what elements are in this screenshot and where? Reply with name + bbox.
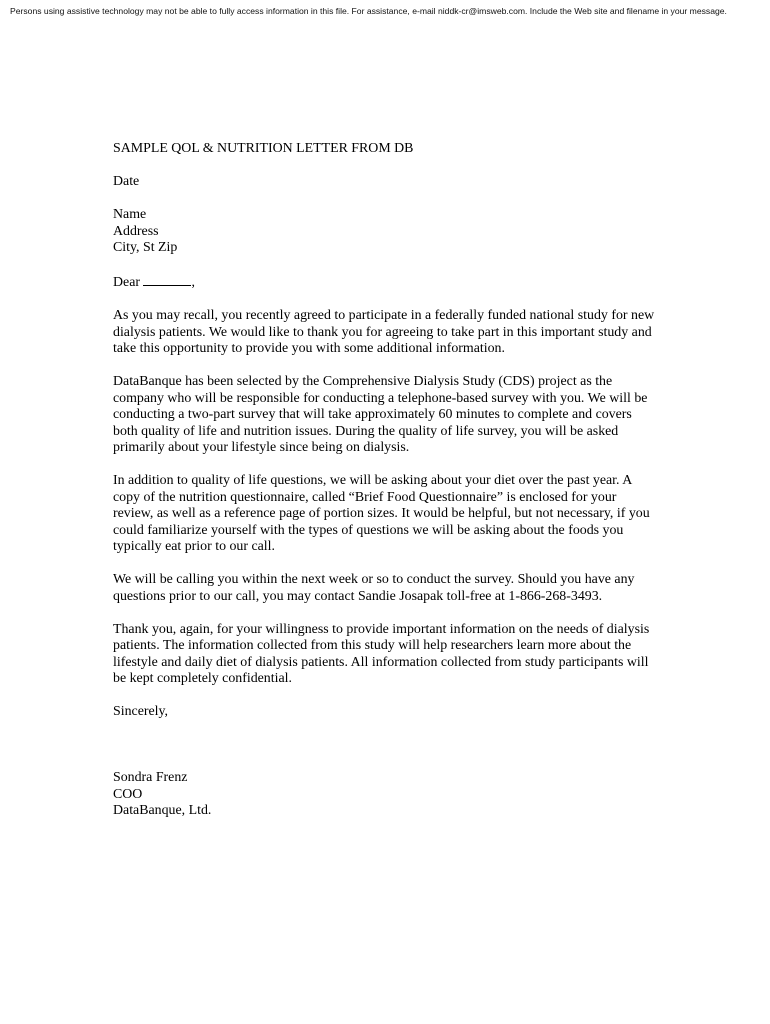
paragraph-line: As you may recall, you recently agreed to participate in a federally funded national study for new <box>113 308 655 323</box>
address-street: Address <box>113 223 159 239</box>
paragraph-contact <box>113 572 673 605</box>
paragraph-line: company who will be responsible for conducting a telephone-based survey with you. We will be <box>113 390 648 406</box>
salutation-blank <box>143 273 191 286</box>
paragraph-line: lifestyle and daily diet of dialysis patients. All information collected from study participants will <box>113 654 649 670</box>
paragraph-line: primarily about your lifestyle since being on dialysis. <box>113 440 410 455</box>
accessibility-notice: Persons using assistive technology may not be able to fully access information in this file. For assistance, e-mail niddk-cr@imsweb.com. Include the Web site and filename in your message. <box>10 6 727 16</box>
paragraph-line: DataBanque has been selected by the Comprehensive Dialysis Study (CDS) project as the <box>113 374 613 389</box>
paragraph-line: typically eat prior to our call. <box>113 539 276 554</box>
letter-title: SAMPLE QOL & NUTRITION LETTER FROM DB <box>113 141 414 156</box>
paragraph-line: questions prior to our call, you may contact Sandie Josapak toll-free at 1-866-268-3493. <box>113 588 603 604</box>
paragraph-nutrition <box>113 473 673 556</box>
paragraph-line: both quality of life and nutrition issues. During the quality of life survey, you will be asked <box>113 423 619 439</box>
paragraph-intro <box>113 308 673 358</box>
paragraph-line: be kept completely confidential. <box>113 671 292 686</box>
paragraph-databanque <box>113 374 673 457</box>
paragraph-line: could familiarize yourself with the types of questions we will be asking about the foods you <box>113 522 624 538</box>
paragraph-line: patients. The information collected from this study will help researchers learn more about the <box>113 638 632 653</box>
letter-date: Date <box>113 174 140 189</box>
paragraph-line: conducting a two-part survey that will take approximately 60 minutes to complete and covers <box>113 407 632 422</box>
address-city: City, St Zip <box>113 240 178 255</box>
paragraph-thanks <box>113 622 673 688</box>
paragraph-line: In addition to quality of life questions, we will be asking about your diet over the past year. A <box>113 473 633 488</box>
salutation <box>113 273 673 292</box>
salutation-suffix: , <box>191 275 195 290</box>
signature-block <box>113 770 673 820</box>
paragraph-line: dialysis patients. We would like to thank you for agreeing to take part in this important study and <box>113 324 652 340</box>
paragraph-line: copy of the nutrition questionnaire, called “Brief Food Questionnaire” is enclosed for your <box>113 489 617 505</box>
recipient-address <box>113 207 673 257</box>
signer-title: COO <box>113 786 143 802</box>
paragraph-line: Thank you, again, for your willingness to provide important information on the needs of dialysis <box>113 621 650 637</box>
address-name: Name <box>113 207 147 222</box>
closing: Sincerely, <box>113 704 169 719</box>
letter-body <box>113 141 673 820</box>
signature-space <box>113 721 673 771</box>
salutation-prefix: Dear <box>113 275 144 290</box>
paragraph-line: We will be calling you within the next week or so to conduct the survey. Should you have any <box>113 572 635 587</box>
signer-company: DataBanque, Ltd. <box>113 803 212 818</box>
signer-name: Sondra Frenz <box>113 770 188 785</box>
paragraph-line: take this opportunity to provide you with some additional information. <box>113 341 505 356</box>
paragraph-line: review, as well as a reference page of portion sizes. It would be helpful, but not necessary, if you <box>113 506 650 521</box>
